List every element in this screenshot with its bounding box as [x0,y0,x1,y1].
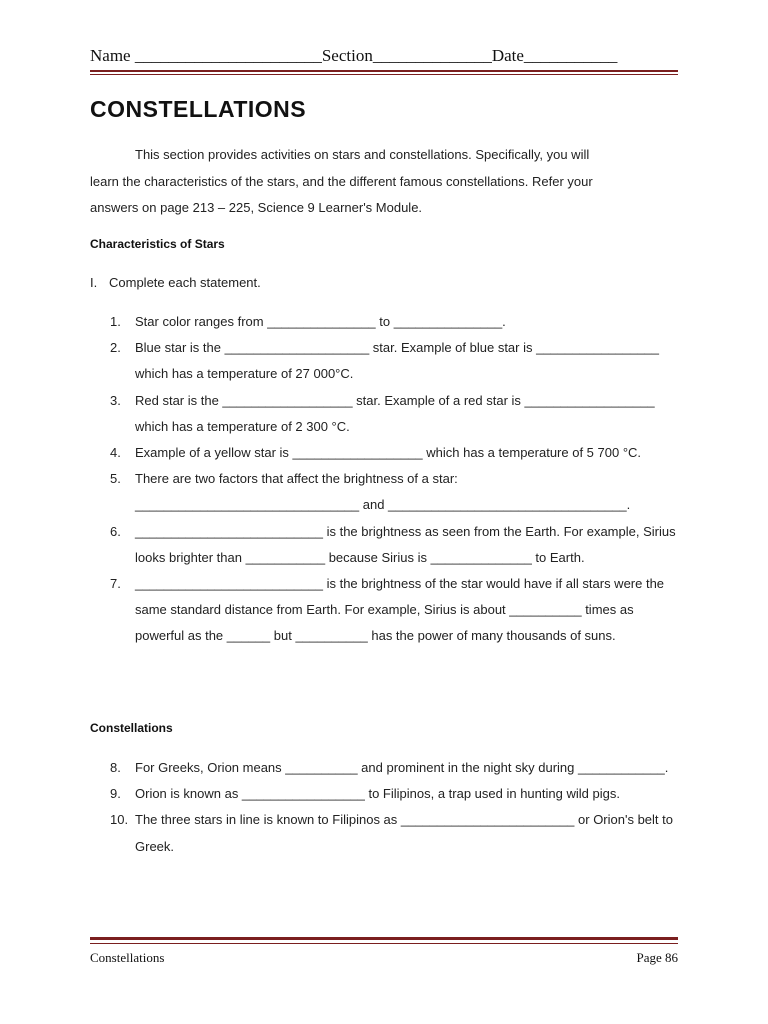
list-item [110,781,682,807]
item-text: The three stars in line is known to Filipinos as ________________________ or Orion's belt to Greek. [135,812,673,854]
item-text: There are two factors that affect the brightness of a star: _______________________________ and _________________________________. [135,471,631,513]
characteristics-list [110,309,682,650]
list-item [110,571,682,650]
section-heading-constellations: Constellations [90,721,173,735]
list-item [110,440,682,466]
header-rule-thin [90,74,678,75]
item-number: 2. [110,340,121,356]
item-text: Orion is known as _________________ to Filipinos, a trap used in hunting wild pigs. [135,786,620,802]
name-section-date-line: Name ______________________Section______________Date___________ [90,46,618,65]
item-number: 1. [110,314,121,329]
item-number: 8. [110,760,121,775]
footer-title: Constellations [90,950,165,965]
footer-rule-bottom [90,943,678,944]
list-item [110,309,682,335]
constellations-list [110,755,682,860]
item-text: Blue star is the ____________________ star. Example of blue star is _________________ which has a temperature of 27 000°C. [135,340,660,382]
item-number: 10. [110,812,129,828]
section-heading-characteristics: Characteristics of Stars [90,237,225,251]
intro-line: learn the characteristics of the stars, and the different famous constellations. Refer your [90,173,593,189]
instruction-number: I. [90,275,98,290]
header-rule [90,70,678,72]
item-number: 3. [110,392,121,408]
item-number: 7. [110,576,121,592]
instruction-text: Complete each statement. [109,275,261,290]
item-text: Example of a yellow star is __________________ which has a temperature of 5 700 °C. [135,445,642,461]
instruction [90,275,261,290]
intro-line: This section provides activities on stars and constellations. Specifically, you will [135,147,590,162]
item-text: __________________________ is the brightness of the star would have if all stars were the same standard distance from Earth. For example, Sirius is about __________ times as powerful as the ______ but __________ has the power of many thousands of suns. [135,576,665,644]
list-item [110,388,682,440]
intro-line: answers on page 213 – 225, Science 9 Learner's Module. [90,200,423,215]
list-item [110,755,682,781]
list-item [110,335,682,387]
item-number: 9. [110,786,121,802]
item-text: Star color ranges from _______________ to _______________. [135,314,506,329]
item-text: For Greeks, Orion means __________ and prominent in the night sky during ____________. [135,760,669,775]
item-number: 4. [110,445,121,461]
page-title: CONSTELLATIONS [90,96,307,122]
item-number: 6. [110,523,121,539]
list-item [110,807,682,859]
list-item [110,466,682,518]
footer-rule-top [90,937,678,940]
intro-paragraph [90,142,680,222]
item-text: Red star is the __________________ star. Example of a red star is __________________ which has a temperature of 2 300 °C. [135,392,655,434]
item-text: __________________________ is the brightness as seen from the Earth. For example, Sirius looks brighter than ___________ because Sirius is ______________ to Earth. [135,523,676,565]
item-number: 5. [110,471,121,487]
page-number: Page 86 [636,950,678,965]
list-item [110,519,682,571]
